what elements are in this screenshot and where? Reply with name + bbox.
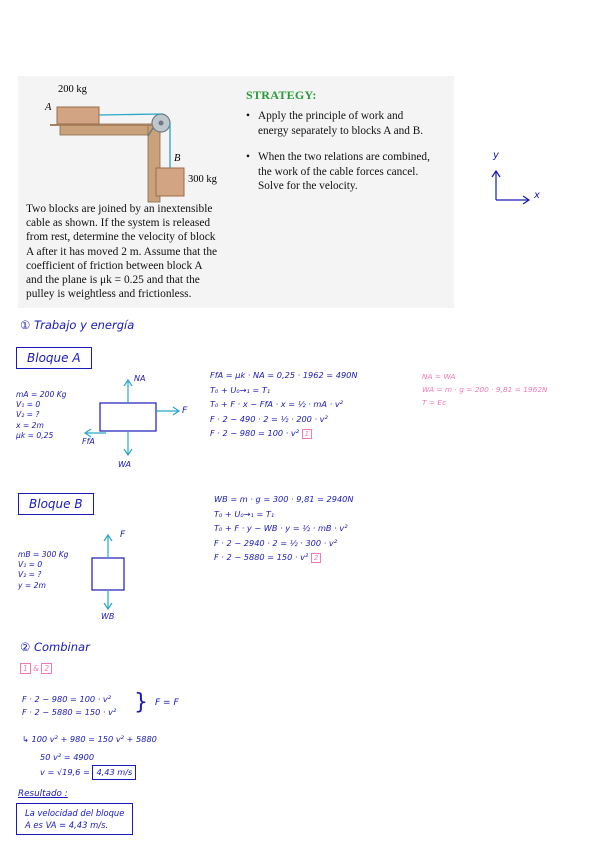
strategy-line: the work of the cable forces cancel.	[258, 165, 419, 178]
given-line: V₂ = ?	[16, 410, 40, 420]
result-line: A es VA = 4,43 m/s.	[25, 820, 109, 830]
axes-icon	[486, 162, 546, 208]
equation-text: F · 2 − 980 = 100 · v²	[210, 428, 300, 438]
problem-line: from rest, determine the velocity of block	[26, 231, 216, 244]
equation-tag: 1	[302, 429, 312, 439]
equation-text: v = √19,6 =	[40, 766, 90, 777]
equation	[40, 765, 136, 781]
equation: F · 2 − 5880 = 150 · v²	[22, 707, 117, 717]
block-a-side-notes	[422, 370, 548, 409]
result-line: La velocidad del bloque	[25, 808, 125, 818]
equation	[210, 426, 358, 442]
equation-tag: 2	[311, 553, 321, 563]
solution-steps	[40, 751, 136, 780]
block-b-given	[18, 550, 69, 591]
combined-equation	[22, 734, 157, 744]
equation: T₀ + U₀→₁ = T₁	[210, 384, 271, 395]
pulley-diagram	[30, 84, 230, 204]
given-line: V₁ = 0	[18, 560, 43, 570]
problem-line: coefficient of friction between block A	[26, 259, 203, 272]
given-line: V₁ = 0	[16, 400, 41, 410]
equation: F · 2 − 2940 · 2 = ½ · 300 · v²	[214, 537, 338, 548]
block-b-equations	[214, 492, 354, 566]
ampersand: &	[33, 664, 40, 673]
equation: F · 2 − 980 = 100 · v²	[22, 694, 112, 704]
block-b-title: Bloque B	[18, 493, 94, 515]
strategy-line: energy separately to blocks A and B.	[258, 124, 424, 137]
section-1-title: ① Trabajo y energía	[20, 318, 135, 332]
equation-text: F · 2 − 5880 = 150 · v²	[214, 552, 309, 562]
combine-tags	[20, 664, 52, 673]
strategy-line: Solve for the velocity.	[258, 180, 358, 192]
side-note: NA = WA	[422, 372, 456, 381]
strategy-item-1	[246, 109, 458, 138]
equation-tag: 1	[20, 663, 31, 674]
block-a-given	[16, 390, 67, 441]
equation-tag: 2	[41, 663, 52, 674]
equation: T₀ + F · y − WB · y = ½ · mB · v²	[214, 523, 348, 533]
weight-b-label: WB	[101, 612, 115, 621]
combined-system	[22, 693, 116, 719]
given-line: μk = 0,25	[16, 430, 54, 440]
mass-b-label: 300 kg	[188, 174, 217, 185]
strategy-line: Apply the principle of work and	[258, 110, 404, 122]
result-box: 4,43 m/s	[92, 765, 136, 781]
pulley-figure	[30, 84, 230, 208]
strategy-title: STRATEGY:	[246, 88, 317, 102]
problem-line: cable as shown. If the system is released	[26, 217, 211, 230]
equation: WB = m · g = 300 · 9,81 = 2940N	[214, 494, 354, 504]
friction-force-label: FfA	[82, 437, 95, 446]
bullet-icon: •	[246, 151, 250, 163]
strategy-item-2	[246, 150, 458, 194]
mass-a-label: 200 kg	[58, 84, 87, 95]
given-line: y = 2m	[18, 580, 46, 590]
problem-line: A after it has moved 2 m. Assume that the	[26, 245, 218, 258]
equation	[214, 550, 354, 566]
problem-statement	[26, 202, 248, 301]
given-line: mA = 200 Kg	[16, 390, 67, 399]
strategy-line: When the two relations are combined,	[258, 151, 430, 163]
implies-arrow-icon: ↳	[22, 734, 29, 744]
block-a-equations	[210, 368, 358, 442]
fbd-block-a	[70, 372, 190, 472]
equation: 100 v² + 980 = 150 v² + 5880	[31, 734, 157, 744]
problem-line: pulley is weightless and frictionless.	[26, 288, 192, 301]
fbd-block-b	[80, 528, 150, 618]
bullet-icon: •	[246, 110, 250, 122]
brace-icon: }	[134, 690, 148, 715]
y-axis-label: y	[493, 150, 499, 161]
equation: FfA = μk · NA = 0,25 · 1962 = 490N	[210, 370, 358, 380]
equation: T₀ + U₀→₁ = T₁	[214, 508, 275, 519]
equation: T₀ + F · x − FfA · x = ½ · mA · v²	[210, 399, 343, 409]
weight-a-label: WA	[118, 460, 131, 469]
result-title: Resultado :	[18, 789, 68, 799]
side-note: WA = m · g = 200 · 9,81 = 1962N	[422, 385, 548, 394]
normal-force-a-label: NA	[134, 374, 146, 383]
x-axis-label: x	[534, 190, 540, 201]
equation: F · 2 − 490 · 2 = ½ · 200 · v²	[210, 413, 328, 424]
force-equality: F = F	[155, 698, 179, 708]
block-b-label: B	[174, 153, 181, 164]
block-a-label: A	[45, 102, 52, 113]
cable-force-a-label: F	[182, 406, 188, 416]
result-box-final	[16, 803, 133, 835]
equation: 50 v² = 4900	[40, 752, 95, 762]
cable-force-b-label: F	[120, 530, 126, 540]
block-a-title: Bloque A	[16, 347, 92, 369]
given-line: mB = 300 Kg	[18, 550, 69, 559]
section-2-title: ② Combinar	[20, 640, 90, 654]
problem-line: and the plane is μk = 0.25 and that the	[26, 274, 200, 287]
side-note: T = Ec	[422, 398, 447, 407]
given-line: x = 2m	[16, 420, 44, 430]
given-line: V₂ = ?	[18, 570, 42, 580]
problem-line: Two blocks are joined by an inextensible	[26, 203, 213, 215]
